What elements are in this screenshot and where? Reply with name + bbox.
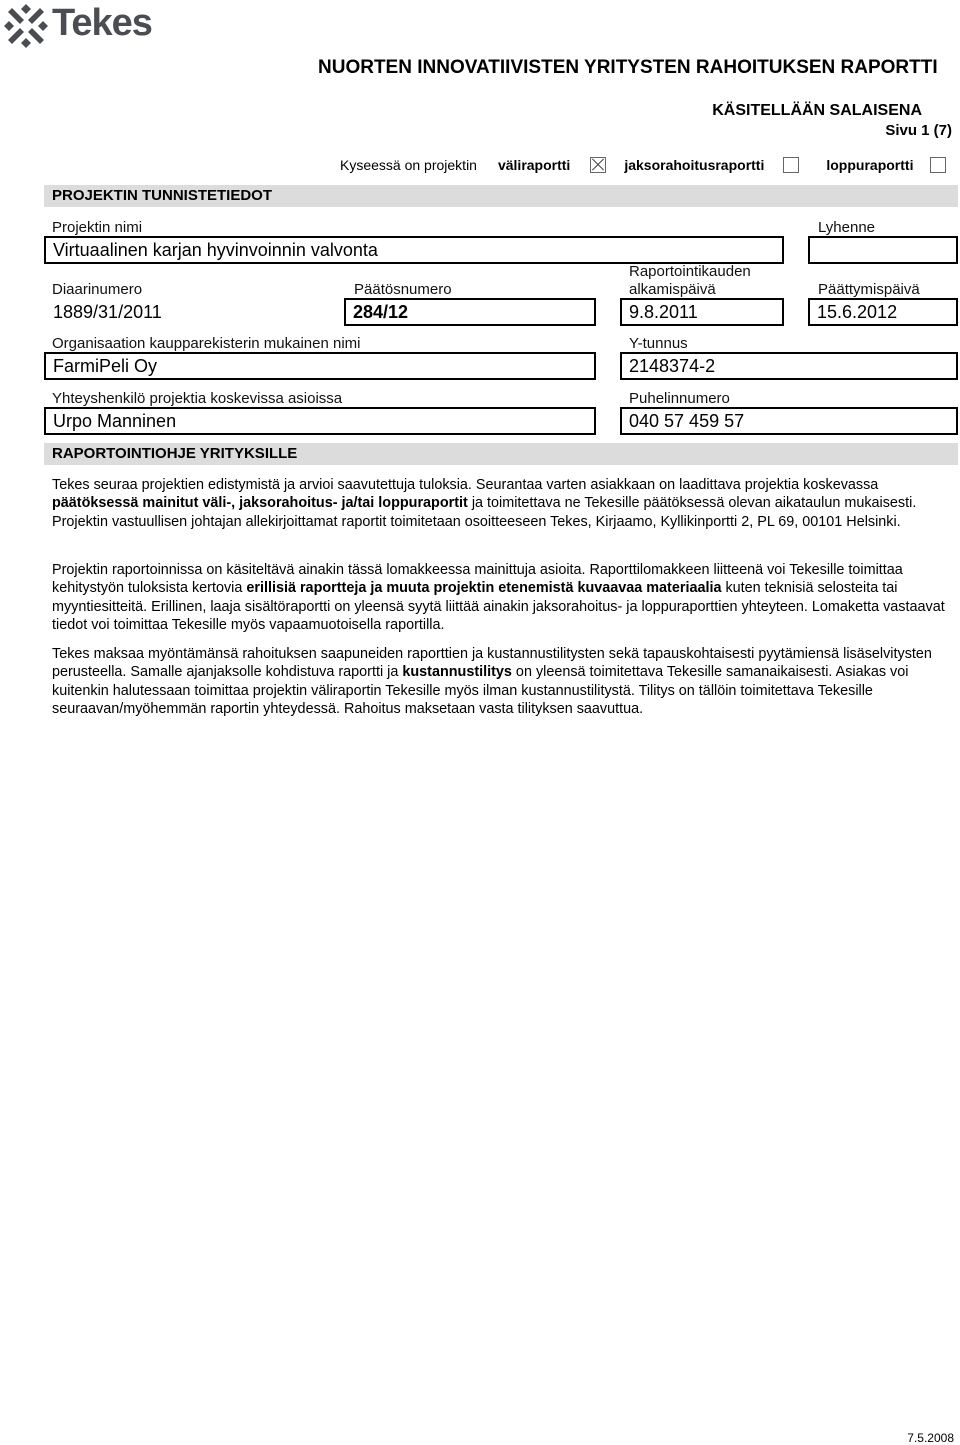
report-type-row (340, 157, 946, 173)
paragraph-2-text-b: kuten teknisiä selosteita tai myyntiesitteitä. Erillinen, laaja sisältöraportti on yleensä syytä liittää ainakin jaksorahoitus- ja loppuraporttien yhteyteen. Lomaketta vastaavat tiedot voi toimittaa Tekesille myös vapaamuotoisella raportilla. (52, 580, 945, 633)
page-number: Sivu 1 (7) (885, 122, 952, 139)
option-label-final: loppuraportti (826, 157, 914, 173)
option-label-period: jaksorahoitusraportti (624, 157, 765, 173)
organisation-label: Organisaation kaupparekisterin mukainen nimi (52, 335, 361, 352)
instruction-paragraph-1 (52, 476, 952, 531)
paragraph-1-bold: päätöksessä mainitut väli-, jaksorahoitus- ja/tai loppuraportit (52, 495, 468, 512)
period-start-label-line2: alkamispäivä (629, 281, 716, 298)
checkbox-period[interactable] (783, 157, 799, 173)
instruction-paragraph-3 (52, 645, 952, 718)
checkbox-final[interactable] (930, 157, 946, 173)
decision-number-label: Päätösnumero (354, 281, 452, 298)
tekes-logo-mark-icon (4, 4, 48, 48)
paragraph-3-text-a: Tekes maksaa myöntämänsä rahoituksen saapuneiden raporttien ja kustannustilitysten sekä tapauskohtaisesti pyytämiensä lisäselvitysten perusteella. Samalle ajanjaksolle kohdistuva raportti ja (52, 646, 932, 681)
abbreviation-label: Lyhenne (818, 219, 875, 236)
paragraph-2-text-a: Projektin raportoinnissa on käsiteltävä ainakin tässä lomakkeessa mainittuja asioita. Raporttilomakkeen liitteenä voi Tekesille toimittaa kehitystyön tuloksista kertovia (52, 562, 903, 597)
option-label-interim: väliraportti (497, 157, 571, 173)
phone-label: Puhelinnumero (629, 390, 730, 407)
tekes-logo (4, 2, 166, 48)
contact-label: Yhteyshenkilö projektia koskevissa asioissa (52, 390, 343, 407)
paragraph-1-text-a: Tekes seuraa projektien edistymistä ja arvioi saavutettuja tuloksia. Seurantaa varten asiakkaan on laadittava projektia koskevassa (52, 477, 879, 493)
period-end-label: Päättymispäivä (818, 281, 920, 298)
period-start-label-line1: Raportointikauden (629, 263, 751, 280)
project-name-label: Projektin nimi (52, 219, 143, 236)
footer-date: 7.5.2008 (907, 1431, 954, 1445)
document-title: NUORTEN INNOVATIIVISTEN YRITYSTEN RAHOITUKSEN RAPORTTI (318, 57, 938, 78)
instruction-paragraph-2 (52, 561, 952, 634)
diary-number-field[interactable]: 1889/31/2011 (53, 302, 162, 322)
contact-field[interactable]: Urpo Manninen (44, 407, 596, 435)
section-header-instructions: RAPORTOINTIOHJE YRITYKSILLE (44, 443, 958, 465)
business-id-label: Y-tunnus (629, 335, 688, 352)
report-type-intro: Kyseessä on projektin (340, 157, 477, 173)
paragraph-2-bold: erillisiä raportteja ja muuta projektin etenemistä kuvaavaa materiaalia (246, 580, 722, 597)
paragraph-3-text-b: on yleensä toimitettava Tekesille samanaikaisesti. Asiakas voi kuitenkin halutessaan toimittaa projektin väliraportin Tekesille myös ilman kustannustilitystä. Tilitys on tällöin toimitettava Tekesille seuraavan/myöhemmän raportin yhteydessä. Rahoitus maksetaan vasta tilityksen saavuttua. (52, 664, 909, 717)
period-start-field[interactable]: 9.8.2011 (620, 298, 784, 326)
logo-wordmark: Tekes (52, 2, 152, 44)
section-header-project-details: PROJEKTIN TUNNISTETIEDOT (44, 185, 958, 207)
checkbox-interim[interactable] (590, 157, 606, 173)
paragraph-3-bold: kustannustilitys (402, 664, 512, 681)
period-end-field[interactable]: 15.6.2012 (808, 298, 958, 326)
project-name-field[interactable]: Virtuaalinen karjan hyvinvoinnin valvonta (44, 236, 784, 264)
confidential-label: KÄSITELLÄÄN SALAISENA (712, 102, 922, 119)
decision-number-field[interactable]: 284/12 (344, 298, 596, 326)
diary-number-label: Diaarinumero (52, 281, 143, 298)
abbreviation-field[interactable] (808, 236, 958, 264)
business-id-field[interactable]: 2148374-2 (620, 352, 958, 380)
paragraph-1-text-b: ja toimitettava ne Tekesille päätöksessä olevan aikataulun mukaisesti. Projektin vastuullisen johtajan allekirjoittamat raportit toimitetaan osoitteeseen Tekes, Kirjaamo, Kyllikinportti 2, PL 69, 00101 Helsinki. (52, 495, 917, 530)
organisation-field[interactable]: FarmiPeli Oy (44, 352, 596, 380)
phone-field[interactable]: 040 57 459 57 (620, 407, 958, 435)
